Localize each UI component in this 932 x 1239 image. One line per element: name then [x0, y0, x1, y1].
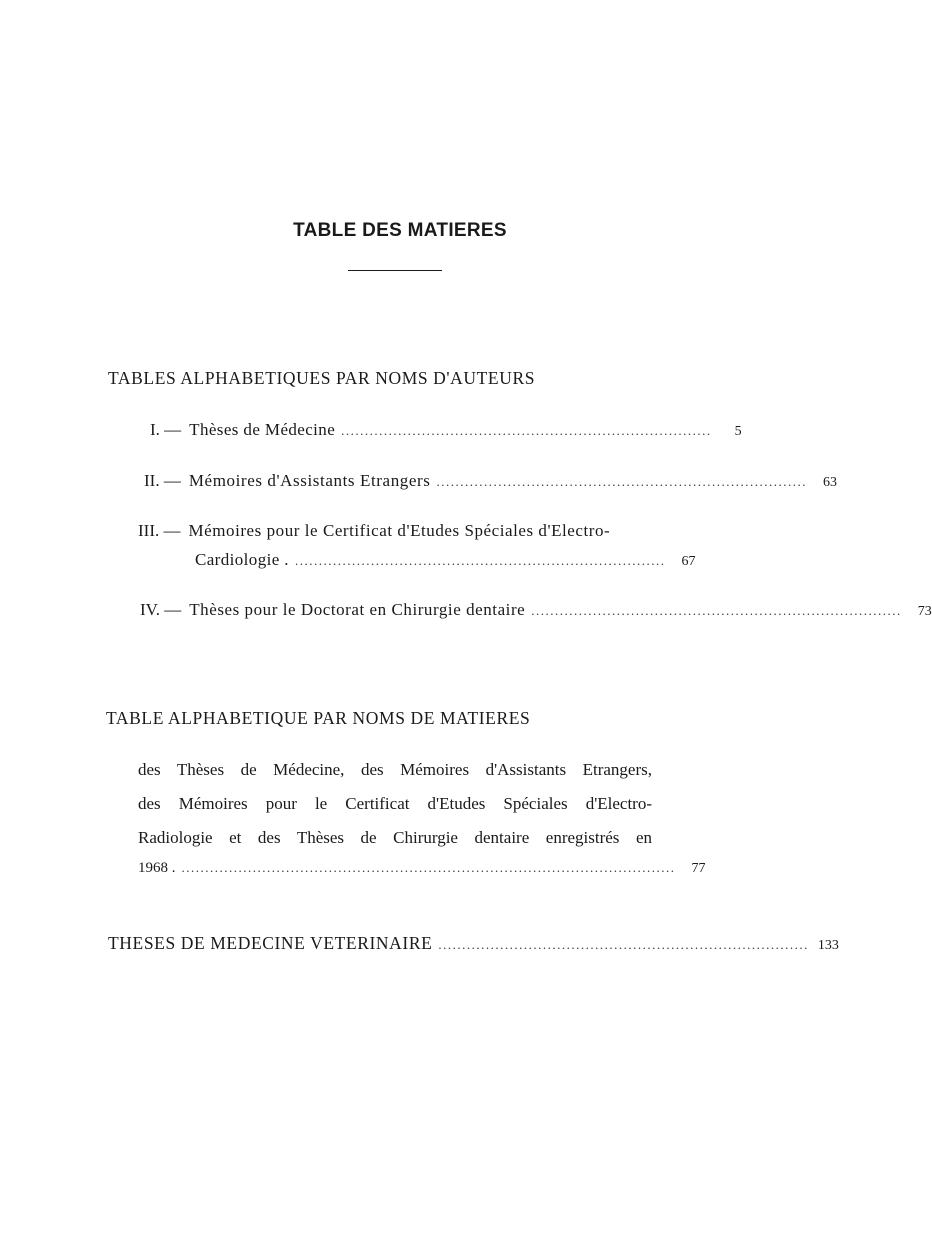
section-heading-authors: TABLES ALPHABETIQUES PAR NOMS D'AUTEURS	[108, 368, 536, 388]
entry-page: 5	[734, 424, 742, 439]
section-heading-veterinary: THESES DE MEDECINE VETERINAIRE	[108, 933, 433, 953]
dot-leader: ........................................................................................................	[181, 860, 676, 875]
title-rule	[348, 270, 442, 271]
entry-text: Mémoires d'Assistants Etrangers	[188, 471, 431, 490]
toc-entry-2	[144, 471, 838, 491]
subject-description-line-2: des Mémoires pour le Certificat d'Etudes Spéciales d'Electro-	[138, 794, 652, 813]
toc-entry-4	[140, 600, 932, 620]
toc-entry-3-continuation	[195, 550, 696, 570]
dot-leader: ..............................................................................	[531, 603, 902, 618]
entry-page: 67	[681, 554, 696, 569]
subject-description-last-line	[138, 860, 706, 877]
entry-number: II. —	[144, 471, 181, 490]
entry-page: 73	[917, 604, 932, 619]
subject-description-line-1: des Thèses de Médecine, des Mémoires d'Assistants Etrangers,	[138, 760, 652, 779]
toc-entry-1	[150, 420, 742, 440]
entry-text: Mémoires pour le Certificat d'Etudes Spéciales d'Electro-	[188, 521, 611, 540]
entry-page: 63	[823, 475, 838, 490]
toc-entry-3	[138, 521, 690, 541]
toc-entry-veterinary	[108, 933, 839, 954]
dot-leader: ..............................................................................	[341, 423, 712, 438]
section-heading-subjects: TABLE ALPHABETIQUE PAR NOMS DE MATIERES	[106, 708, 531, 728]
entry-page: 77	[691, 861, 706, 876]
page-title: TABLE DES MATIERES	[293, 220, 507, 241]
subject-description-line-3: Radiologie et des Thèses de Chirurgie dentaire enregistrés en	[138, 828, 652, 847]
entry-page: 133	[817, 938, 839, 953]
entry-number: IV. —	[140, 600, 182, 619]
entry-text: Thèses pour le Doctorat en Chirurgie dentaire	[189, 600, 526, 619]
entry-text-cont: Cardiologie .	[195, 550, 289, 569]
entry-number: III. —	[138, 521, 181, 540]
entry-text: 1968 .	[138, 860, 176, 876]
entry-number: I. —	[150, 420, 182, 439]
dot-leader: ..............................................................................	[294, 553, 666, 568]
dot-leader: ..............................................................................	[436, 474, 808, 489]
dot-leader: ..............................................................................	[438, 937, 809, 952]
entry-text: Thèses de Médecine	[189, 420, 336, 439]
